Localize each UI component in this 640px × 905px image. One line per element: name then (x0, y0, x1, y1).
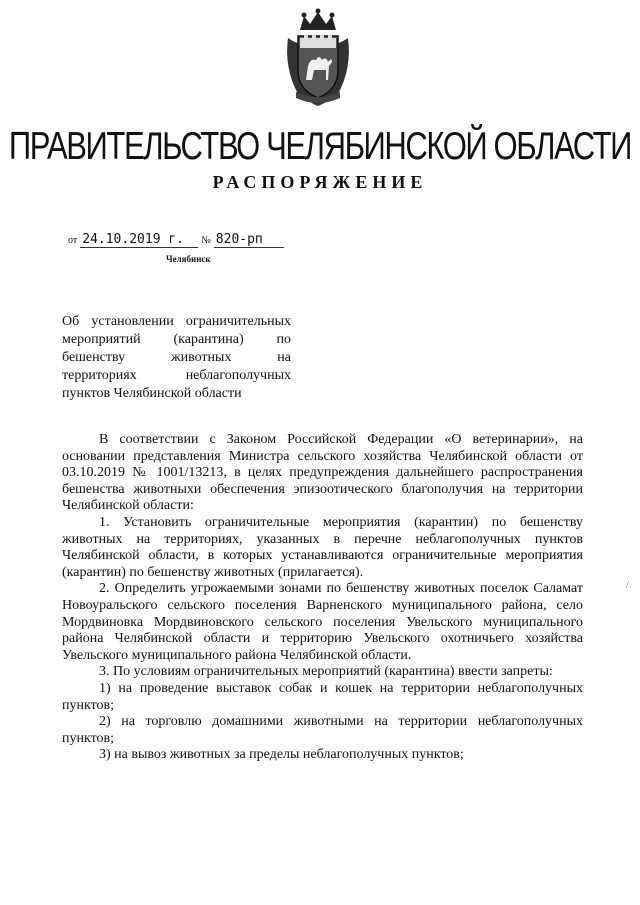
document-number: 820-рп (214, 232, 284, 248)
document-meta (68, 232, 284, 248)
document-type-title: РАСПОРЯЖЕНИЕ (212, 172, 428, 192)
subject-line: бешенству животных на (62, 350, 291, 365)
body-paragraph: 2. Определить угрожаемыми зонами по бешенству животных поселок Саламат Новоуральского сельского поселения Варненского муниципального района, село Мордвиновка Мордвиновского сельского поселения Увельского муниципального района Челябинской области и территорию Увельского охотничьего хозяйства Увельского муниципального района Челябинской области. (62, 581, 583, 663)
coat-of-arms-icon (282, 8, 354, 108)
government-title: ПРАВИТЕЛЬСТВО ЧЕЛЯБИНСКОЙ ОБЛАСТИ (8, 124, 632, 168)
date-prefix: от (68, 235, 78, 246)
document-date: 24.10.2019 г. (80, 232, 198, 248)
body-paragraph: 1) на проведение выставок собак и кошек на территории неблагополучных пунктов; (62, 680, 583, 713)
margin-mark: / (626, 580, 629, 591)
document-subject (62, 313, 291, 403)
number-prefix: № (201, 235, 211, 246)
document-body (62, 432, 583, 764)
body-paragraph: 3. По условиям ограничительных мероприятий (карантина) ввести запреты: (99, 664, 553, 680)
body-paragraph: В соответствии с Законом Российской Федерации «О ветеринарии», на основании представления Министра сельского хозяйства Челябинской области от 03.10.2019 № 1001/13213, в целях предупреждения дальнейшего распространения бешенства животныхи обеспечения эпизоотического благополучия на территории Челябинской области: (62, 432, 583, 514)
subject-line: территориях неблагополучных (62, 368, 291, 383)
body-paragraph: 3) на вывоз животных за пределы неблагополучных пунктов; (99, 747, 464, 763)
body-paragraph: 1. Установить ограничительные мероприятия (карантин) по бешенству животных на территориях, указанных в перечне неблагополучных пунктов Челябинской области, в которых устанавливаются ограничительные мероприятия (карантин) по бешенству животных (прилагается). (62, 514, 583, 580)
body-paragraph: 2) на торговлю домашними животными на территории неблагополучных пунктов; (62, 714, 583, 746)
document-city: Челябинск (166, 254, 211, 264)
subject-line: Об установлении ограничительных (62, 314, 291, 329)
subject-line: мероприятий (карантина) по (62, 332, 291, 347)
subject-line: пунктов Челябинской области (62, 386, 242, 401)
